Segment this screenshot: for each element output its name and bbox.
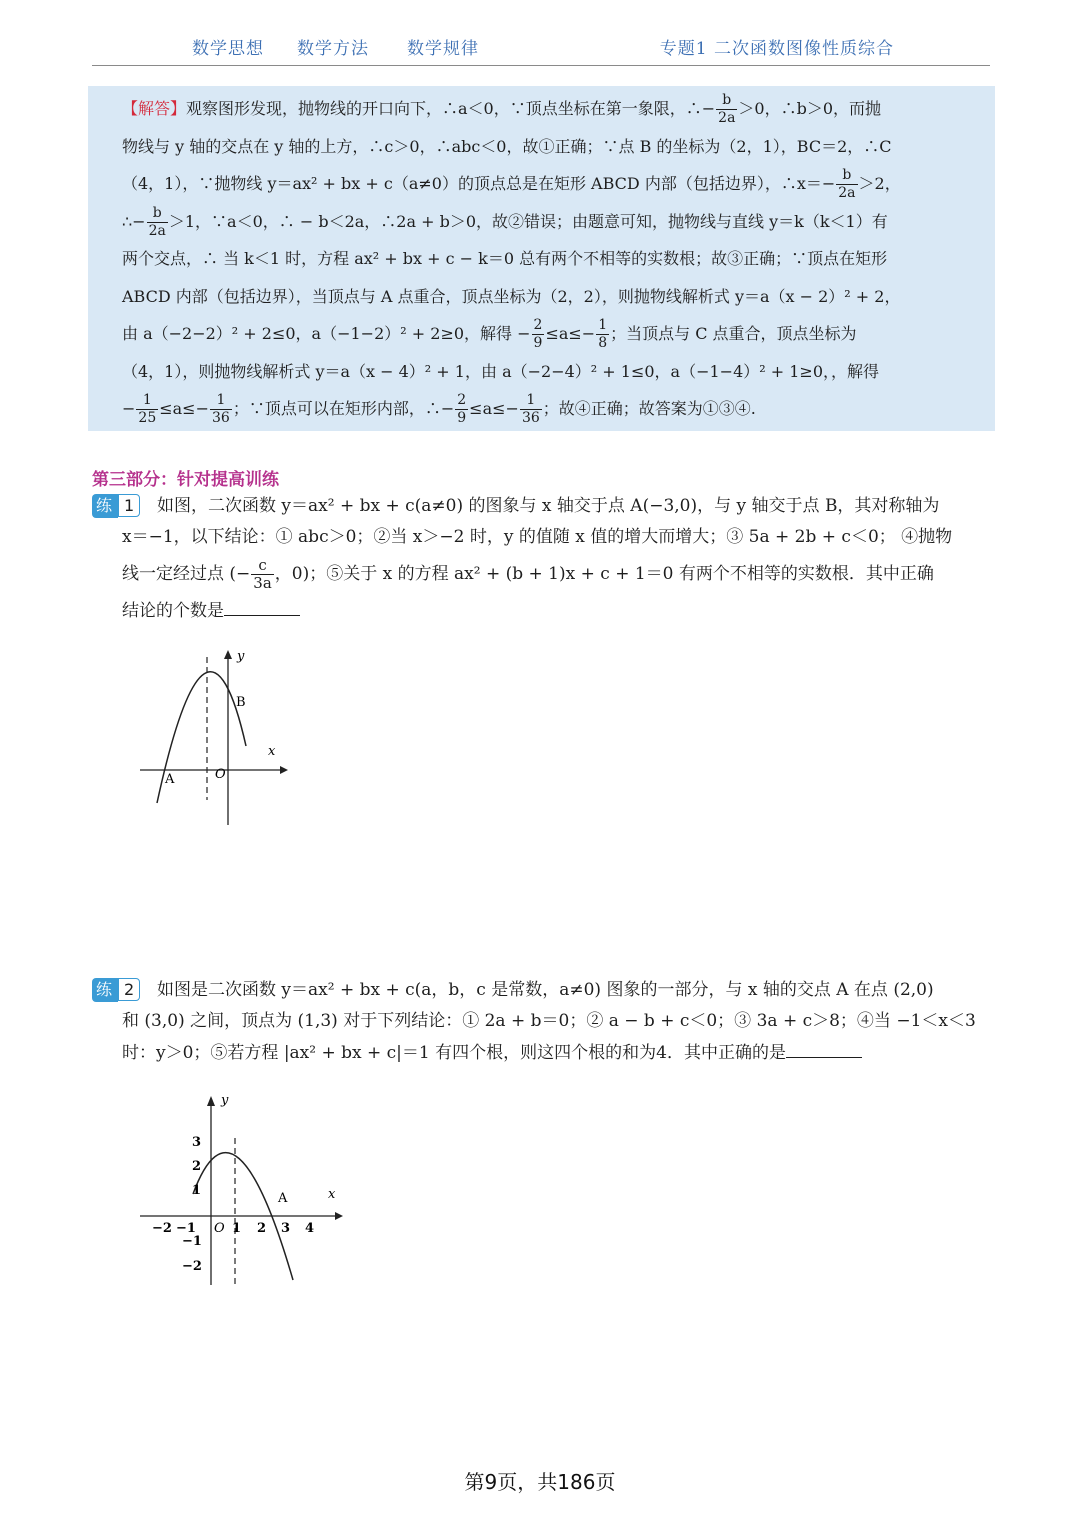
page-number: 第9页，共186页 bbox=[464, 1470, 616, 1494]
point-a-label: A bbox=[278, 1191, 288, 1206]
answer-text: ＞2， bbox=[858, 174, 901, 193]
answer-text: （4，1），∵抛物线 y＝ax² + bx + c（a≠0）的顶点总是在矩形 ABCD 内部（包括边界），∴x＝− bbox=[122, 174, 836, 193]
answer-text: ∴− bbox=[122, 211, 146, 231]
answer-line-4 bbox=[122, 203, 987, 241]
page-header bbox=[92, 34, 990, 64]
exercise-1-line-2: x＝−1，以下结论：① abc＞0；②当 x＞−2 时，y 的值随 x 值的增大而增大；③ 5a + 2b + c＜0； ④抛物 bbox=[122, 527, 953, 547]
y-tick-label: −1 bbox=[182, 1234, 202, 1249]
fraction-1-36: $\frac{1}{36}$ bbox=[521, 392, 540, 426]
exercise-2-line-2: 和 (3,0) 之间，顶点为 (1,3) 对于下列结论：① 2a + b＝0；② a − b + c＜0；③ 3a + c＞8；④当 −1＜x＜3 bbox=[122, 1011, 976, 1031]
y-tick-label: 2 bbox=[192, 1159, 202, 1174]
answer-line-6: ABCD 内部（包括边界），当顶点与 A 点重合，顶点坐标为（2，2），则抛物线解析式 y＝a（x − 2）² + 2， bbox=[122, 286, 901, 306]
header-math-thought: 数学思想 bbox=[192, 39, 264, 59]
answer-text: 由 a（−2−2）² + 2≤0，a（−1−2）² + 2≥0，解得 − bbox=[122, 324, 531, 343]
answer-text: − bbox=[122, 399, 136, 418]
answer-line-9 bbox=[122, 390, 987, 428]
y-tick-label: 3 bbox=[192, 1135, 202, 1150]
fraction-b-2a: $\frac{b}{2a}$ bbox=[838, 167, 856, 201]
answer-text: ≤a≤− bbox=[545, 324, 596, 343]
fraction-c-3a: $\frac{c}{3a}$ bbox=[253, 556, 272, 592]
answer-text: 观察图形发现，抛物线的开口向下，∴a＜0，∵顶点坐标在第一象限，∴− bbox=[186, 99, 716, 118]
answer-tag: 【解答】 bbox=[122, 99, 187, 118]
exercise-2-badge bbox=[92, 978, 140, 1002]
answer-line-3 bbox=[122, 165, 987, 203]
answer-text: ＞0，∴b＞0，而抛 bbox=[738, 99, 882, 118]
y-axis-label: y bbox=[237, 649, 245, 664]
exercise-1-body bbox=[122, 521, 992, 627]
point-a-label: A bbox=[165, 772, 175, 787]
header-math-method: 数学方法 bbox=[297, 39, 369, 59]
exercise-1-line-4: 结论的个数是 bbox=[122, 595, 992, 627]
x-tick-label: −2 bbox=[152, 1221, 172, 1236]
y-axis-arrow bbox=[224, 650, 232, 659]
answer-blank[interactable] bbox=[224, 597, 300, 616]
fraction-1-25: $\frac{1}{25}$ bbox=[138, 392, 157, 426]
answer-text: ；当顶点与 C 点重合，顶点坐标为 bbox=[610, 324, 857, 343]
answer-text: ≤a≤− bbox=[159, 399, 209, 418]
fraction-b-2a: $\frac{b}{2a}$ bbox=[148, 204, 166, 239]
x-tick-labels bbox=[152, 1221, 314, 1236]
x-axis-label: x bbox=[268, 744, 276, 759]
exercise-2-body bbox=[122, 1005, 992, 1069]
fraction-2-9: $\frac{2}{9}$ bbox=[457, 392, 467, 426]
fraction-1-36: $\frac{1}{36}$ bbox=[212, 392, 230, 426]
point-b-label: B bbox=[236, 695, 246, 710]
x-tick-label: 3 bbox=[281, 1221, 291, 1236]
x-tick-label: −1 bbox=[176, 1221, 196, 1236]
exercise-number: 1 bbox=[118, 494, 140, 517]
y-axis-arrow bbox=[207, 1096, 215, 1106]
origin-label: O bbox=[214, 1221, 225, 1236]
exercise-2-line-1: 如图是二次函数 y＝ax² + bx + c(a，b，c 是常数，a≠0) 图象的一部分，与 x 轴的交点 A 在点 (2,0) bbox=[157, 980, 934, 1000]
exercise-1-line-1: 如图，二次函数 y＝ax² + bx + c(a≠0) 的图象与 x 轴交于点 A(−3,0)，与 y 轴交于点 B，其对称轴为 bbox=[157, 496, 940, 516]
x-axis-arrow bbox=[280, 766, 288, 774]
origin-label: O bbox=[215, 767, 226, 782]
x-axis-arrow bbox=[335, 1212, 343, 1220]
header-math-law: 数学规律 bbox=[407, 39, 479, 59]
y-tick-labels bbox=[182, 1135, 202, 1274]
answer-line-2: 物线与 y 轴的交点在 y 轴的上方，∴c＞0，∴abc＜0，故①正确；∵点 B 的坐标为（2，1），BC＝2，∴C bbox=[122, 136, 892, 156]
exercise-2-graph bbox=[135, 1090, 350, 1290]
y-tick-label: 1 bbox=[192, 1183, 202, 1198]
y-axis-label: y bbox=[221, 1093, 229, 1108]
x-tick-label: 4 bbox=[305, 1221, 315, 1236]
answer-text: ≤a≤− bbox=[469, 399, 519, 418]
fraction-1-8: $\frac{1}{8}$ bbox=[598, 317, 608, 351]
exercise-word: 练 bbox=[92, 494, 118, 518]
exercise-word: 练 bbox=[92, 978, 118, 1002]
header-divider bbox=[92, 65, 990, 66]
x-axis-label: x bbox=[328, 1187, 336, 1202]
answer-line-5: 两个交点，∴ 当 k＜1 时，方程 ax² + bx + c − k＝0 总有两个不相等的实数根；故③正确；∵顶点在矩形 bbox=[122, 249, 888, 268]
y-tick-label: −2 bbox=[182, 1259, 202, 1274]
answer-line-1 bbox=[122, 90, 987, 128]
answer-line-8: （4，1），则抛物线解析式 y＝a（x − 4）² + 1，由 a（−2−4）² + 1≤0，a（−1−4）² + 1≥0，，解得 bbox=[122, 361, 880, 381]
exercise-2-line-3: 时：y＞0；⑤若方程 |ax² + bx + c|＝1 有四个根，则这四个根的和为4．其中正确的是 bbox=[122, 1037, 992, 1069]
fraction-b-2a: $\frac{b}{2a}$ bbox=[718, 92, 736, 126]
answer-text: ；∵顶点可以在矩形内部，∴− bbox=[232, 399, 455, 418]
exercise-number: 2 bbox=[118, 978, 140, 1001]
x-tick-label: 1 bbox=[232, 1221, 242, 1236]
fraction-2-9: $\frac{2}{9}$ bbox=[533, 317, 543, 351]
answer-line-7 bbox=[122, 315, 987, 353]
answer-box bbox=[88, 86, 995, 431]
section-title: 第三部分：针对提高训练 bbox=[92, 470, 279, 490]
exercise-1-graph bbox=[135, 645, 295, 830]
answer-text: ；故④正确；故答案为①③④. bbox=[542, 399, 756, 418]
answer-text: ＞1，∵a＜0，∴ − b＜2a，∴2a + b＞0，故②错误；由题意可知，抛物线与直线 y＝k（k＜1）有 bbox=[168, 211, 888, 231]
exercise-1-badge bbox=[92, 494, 140, 518]
answer-blank[interactable] bbox=[786, 1039, 862, 1058]
exercise-1-line-3: 线一定经过点 (− $\frac{c}{3a}$ ，0)；⑤关于 x 的方程 ax² + (b + 1)x + c + 1＝0 有两个不相等的实数根．其中正确 bbox=[122, 556, 934, 592]
x-tick-label: 2 bbox=[257, 1221, 267, 1236]
header-topic: 专题1 二次函数图像性质综合 bbox=[659, 39, 894, 59]
